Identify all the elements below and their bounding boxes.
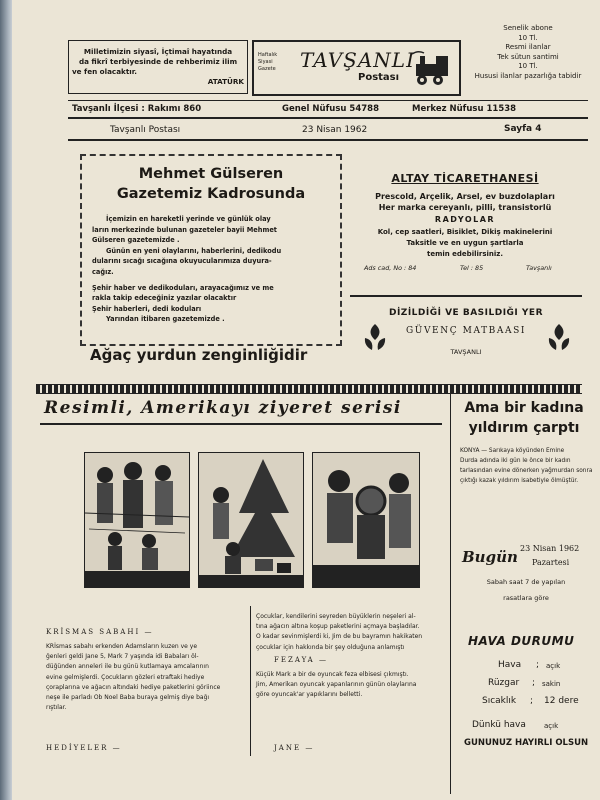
- altay-line-2: Her marka cereyanlı, pilli, transistorlü: [378, 203, 552, 212]
- col1-line-3: düğünden anneleri ile bu günü kutlamaya amcalarının: [46, 663, 209, 671]
- col2-line-1: Çocuklar, kendilerini seyreden büyüklerin neşeleri al-: [256, 613, 416, 620]
- gulseren-line-9: Şehir haberleri, dedi koduları: [92, 304, 202, 313]
- subscription-line-5: 10 Tl.: [518, 62, 538, 70]
- printing-press: GÜVENÇ MATBAASI: [405, 326, 527, 336]
- gulseren-announcement: [80, 154, 342, 346]
- col2-footer: JANE —: [274, 744, 315, 752]
- col1-line-7: rıştılar.: [46, 704, 67, 712]
- col1-line-2: ğenleri geldi Jane 5, Mark 7 yaşında idi Babaları öl-: [46, 653, 199, 661]
- weather-value-4: açık: [544, 722, 559, 730]
- gulseren-line-3: Gülseren gazetemizde .: [92, 236, 180, 245]
- lightning-line-1: KONYA — Sarıkaya köyünden Emine: [460, 448, 565, 454]
- col1-heading: KRİSMAS SABAHI —: [46, 628, 154, 636]
- subscription-line-3: Resmi ilanlar: [505, 43, 551, 51]
- logo-small-2: Gazete: [258, 66, 276, 72]
- district-info: Tavşanlı İlçesi : Rakımı 860: [72, 104, 202, 114]
- altay-line-1: Prescold, Arçelik, Arsel, ev buzdolapları: [375, 192, 555, 201]
- today-day: Pazartesi: [532, 558, 570, 567]
- weather-value-1: açık: [546, 662, 561, 670]
- today-date: 23 Nisan 1962: [520, 544, 580, 553]
- gulseren-line-2: ların merkezinde bulunan gazeteler bayii Mehmet: [92, 225, 277, 234]
- gulseren-line-4: Günün en yeni olaylarını, haberlerini, dedikodu: [106, 246, 282, 255]
- newspaper-page: Milletimizin siyasî, İçtimaî hayatında da fikrî terbiyesinde de rehberimiz ilim ve fen olacaktır. ATATÜRK Haftalık Siyasi Gazete TAVŞANLI Postası Senelik abone 10 Tl. Resmi ilanlar Tek sütun santimi 10 Tl. Hususi ilanlar pazarlığa tabidir Tavşanlı İlçesi : Rakımı 860 Genel Nüfusu 54788 Merkez Nüfusu 11538 Tavşanlı Postası 23 Nisan 1962 Sayfa 4 Mehmet Gülseren Gazetemiz Kadrosunda İçemizin en hareketli yerinde ve günlük olay ların merkezinde bulunan gazeteler bayii Mehmet Gülseren gazetemizde . Günün en yeni olaylarını, haberlerini, dedikodu dularını sıcağı sıcağına okuyucularımıza duyura- cağız. Şehir haber ve dedikoduları, arayacağımız ve me rakla takip edeceğiniz yazılar olacaktır Şehir haberleri, dedi koduları Yarından itibaren gazetemizde . Ağaç yurdun zenginliğidir ALTAY TİCARETHANESİ Prescold, Arçelik, Arsel, ev buzdolapları Her marka cereyanlı, pilli, transistorlü RADYOLAR Kol, cep saatleri, Bisiklet, Dikiş makinelerini Taksitle ve en uygun şartlarla temin edebilirsiniz. Ads cad, No : 84 Tel : 85 Tavşanlı DİZİLDİĞİ VE BASILDIĞI YER GÜVENÇ MATBAASI TAVŞANLI Resimli, Amerikayı ziyeret serisi KRİSMAS SABAHI — KRİsmas sabahı erkenden Adamsların kuzen ve ye ğenleri geldi Jane 5, Mark 7 yaşında idi Babaları öl- düğünden anneleri ile bu günü kutlamaya amcalarının evine gelmişlerdi. Çocukların gözleri etraftaki hediye çoraplarına ve ağacın altındaki hediye paketlerini göriince neşe ile parladı Ob Noel Baba buraya gelmiş diye bağı rıştılar. HEDİYELER — Çocuklar, kendilerini seyreden büyüklerin neşeleri al- tına ağacın altına koşup paketlerini açmaya başladılar. O kadar sevinmişlerdi ki, Jim de bu bayramın hakikaten çocuklar için hakkında bir şey olduğuna anlamıştı FEZAYA — Küçük Mark a bir de oyuncak feza elbisesi çıkmıştı. Jim, Amerikan oyuncak yapanlarının günün olaylarına göre oyuncak'ar yapıklarını belletti. JANE — Ama bir kadına yıldırım çarptı KONYA — Sarıkaya köyünden Emine Durda adında iki gün le önce bir kadın tarlasından evine dönerken yağmurdan sonra çıktığı kazak yıldırım isabetiyle ölmüştür. Bugün 23 Nisan 1962 Pazartesi Sabah saat 7 de yapılan rasatlara göre HAVA DURUMU Hava ; açık Rüzgar ; sakin Sıcaklık ; 12 dere Dünkü hava açık GÜNÜNÜZ HAYIRLI OLSUN: [12, 0, 600, 800]
- col1-footer: HEDİYELER —: [46, 744, 122, 752]
- lightning-line-3: tarlasından evine dönerken yağmurdan sonra: [460, 468, 593, 474]
- printing-info: [350, 300, 582, 368]
- col2-body: [256, 612, 456, 653]
- col2-line-4: çocuklar için hakkında bir şey olduğuna anlamıştı: [256, 643, 405, 651]
- motto-line-1: Milletimizin siyasî, İçtimaî hayatında: [83, 47, 233, 56]
- col2-body-2: [256, 670, 456, 701]
- population-info: Genel Nüfusu 54788: [282, 104, 379, 114]
- ornamental-border: [36, 384, 582, 394]
- col2-line-5: Küçük Mark a bir de oyuncak feza elbisesi çıkmıştı.: [256, 671, 409, 678]
- altay-line-3: RADYOLAR: [434, 215, 496, 224]
- motto-box: [68, 40, 248, 94]
- series-title: Resimli, Amerikayı ziyeret serisi: [44, 398, 402, 418]
- illustration-christmas-tree: [198, 452, 304, 588]
- tree-slogan: Ağaç yurdun zenginliğidir: [90, 346, 308, 364]
- altay-address: Ads cad, No : 84: [364, 264, 417, 272]
- gulseren-title-1: Mehmet Gülseren: [138, 166, 284, 182]
- altay-advertisement: [350, 160, 580, 290]
- gulseren-line-7: Şehir haber ve dedikoduları, arayacağımız ve me: [92, 283, 274, 292]
- logo-small-1: Haftalık Siyasi: [258, 52, 278, 65]
- col1-body: [46, 642, 250, 713]
- col2-line-7: göre oyuncak'ar yapıklarını belletti.: [256, 691, 363, 699]
- logo-name: TAVŞANLI: [300, 48, 415, 72]
- today-label: Bugün: [462, 548, 518, 566]
- subscription-line-4: Tek sütun santimi: [497, 52, 559, 61]
- lightning-title-2: yıldırım çarptı: [468, 420, 580, 436]
- printing-city: TAVŞANLI: [450, 348, 482, 356]
- gulseren-line-5: dularını sıcağı sıcağına okuyucularımıza duyura-: [92, 257, 272, 266]
- gulseren-line-8: rakla takip edeceğiniz yazılar olacaktır: [92, 294, 237, 303]
- altay-line-6: temin edebilirsiniz.: [426, 250, 504, 258]
- weather-label-2: Rüzgar: [488, 678, 520, 688]
- paper-name: Tavşanlı Postası: [110, 125, 181, 135]
- logo-box: [252, 40, 461, 96]
- leaf-ornament-icon: [362, 322, 388, 352]
- lightning-body: [460, 446, 594, 486]
- lightning-line-2: Durda adında iki gün le önce bir kadın: [460, 458, 571, 464]
- lightning-title-1: Ama bir kadına: [464, 400, 584, 416]
- illustration-family-gifts: [84, 452, 190, 588]
- today-line-1: Sabah saat 7 de yapılan: [486, 578, 566, 586]
- col1-line-5: çoraplarına ve ağacın altındaki hediye paketlerini göriince: [46, 683, 221, 691]
- locomotive-icon: [410, 50, 454, 88]
- motto-author: ATATÜRK: [207, 77, 244, 86]
- col2-line-6: Jim, Amerikan oyuncak yapanlarının günün olaylarına: [256, 681, 417, 689]
- weather-value-3: 12 dere: [544, 696, 579, 706]
- col1-line-1: KRİsmas sabahı erkenden Adamsların kuzen ve ye: [46, 643, 198, 650]
- subscription-line-1: Senelik abone: [503, 24, 553, 32]
- col2-line-3: O kadar sevinmişlerdi ki, Jim de bu bayramın hakikaten: [256, 633, 423, 641]
- subscription-line-6: Hususi ilanlar pazarlığa tabidir: [474, 71, 582, 80]
- altay-phone: Tel : 85: [460, 264, 484, 272]
- gulseren-line-6: cağız.: [92, 267, 114, 276]
- issue-date: 23 Nisan 1962: [302, 125, 368, 135]
- printing-title: DİZİLDİĞİ VE BASILDIĞI YER: [388, 308, 544, 318]
- logo-sub: Postası: [358, 72, 400, 83]
- gulseren-line-1: İçemizin en hareketli yerinde ve günlük olay: [106, 215, 271, 223]
- altay-city: Tavşanlı: [526, 264, 552, 272]
- leaf-ornament-icon: [546, 322, 572, 352]
- page-number: Sayfa 4: [504, 124, 542, 134]
- col2-heading: FEZAYA —: [274, 656, 328, 664]
- illustration-space-suit-toy: [312, 452, 420, 588]
- gulseren-line-10: Yarından itibaren gazetemizde .: [106, 315, 225, 324]
- gulseren-body: [92, 214, 332, 325]
- altay-line-5: Taksitle ve en uygun şartlarla: [406, 239, 524, 247]
- altay-title: ALTAY TİCARETHANESİ: [391, 172, 539, 185]
- altay-line-4: Kol, cep saatleri, Bisiklet, Dikiş makinelerini: [377, 228, 553, 236]
- lightning-line-4: çıktığı kazak yıldırım isabetiyle ölmüştür.: [460, 478, 579, 484]
- col1-line-6: neşe ile parladı Ob Noel Baba buraya gelmiş diye bağı: [46, 694, 210, 702]
- weather-label-3: Sıcaklık: [482, 696, 517, 706]
- weather-value-2: sakin: [542, 680, 561, 688]
- col2-line-2: tına ağacın altına koşup paketlerini açmaya başladılar.: [256, 623, 420, 631]
- motto-line-2: da fikrî terbiyesinde de rehberimiz ilim: [78, 57, 238, 66]
- today-line-2: rasatlara göre: [503, 594, 549, 602]
- weather-footer: GÜNÜNÜZ HAYIRLI OLSUN: [464, 738, 589, 748]
- subscription-line-2: 10 Tl.: [518, 33, 538, 42]
- subscription-info: [462, 24, 594, 81]
- weather-label-4: Dünkü hava: [472, 720, 526, 730]
- col1-line-4: evine gelmişlerdi. Çocukların gözleri etraftaki hediye: [46, 673, 205, 681]
- weather-label-1: Hava: [498, 660, 522, 670]
- center-population-info: Merkez Nüfusu 11538: [412, 104, 517, 114]
- motto-line-3: ve fen olacaktır.: [72, 67, 137, 76]
- gulseren-title-2: Gazetemiz Kadrosunda: [116, 186, 306, 202]
- weather-title: HAVA DURUMU: [468, 634, 575, 648]
